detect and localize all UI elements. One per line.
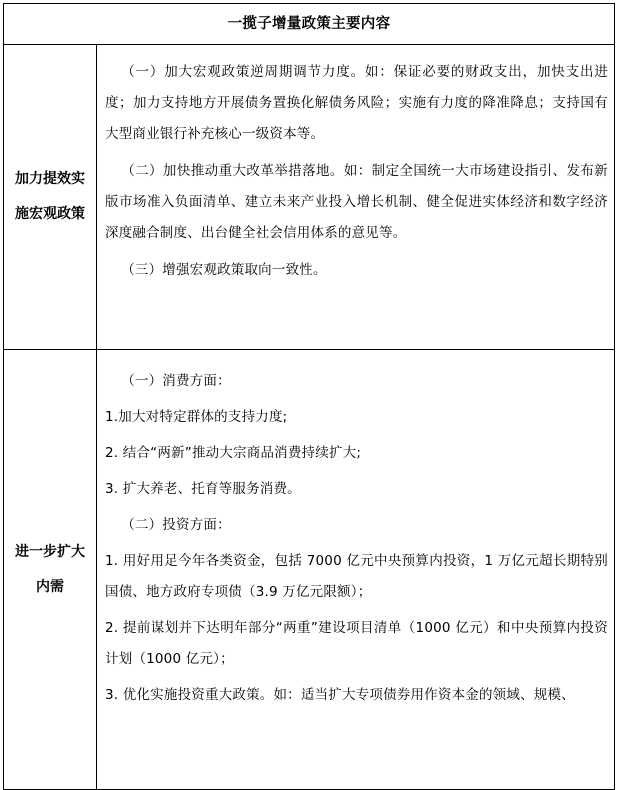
paragraph: （一）消费方面： [121, 373, 231, 389]
table-row [4, 45, 615, 350]
row-label-line: 施宏观政策 [15, 206, 85, 222]
table-title: 一揽子增量政策主要内容 [4, 4, 615, 45]
table-row [4, 350, 615, 790]
paragraph: 1. 用好用足今年各类资金，包括 7000 亿元中央预算内投资，1 万亿元超长期特别国债、地方政府专项债（3.9 万亿元限额）； [105, 553, 608, 600]
paragraph: （二）加快推动重大改革举措落地。如：制定全国统一大市场建设指引、发布新版市场准入负面清单、建立未来产业投入增长机制、健全促进实体经济和数字经济深度融合制度、出台健全社会信用体系的意见等。 [105, 163, 608, 241]
row-content [97, 45, 615, 350]
paragraph: 2. 提前谋划并下达明年部分“两重”建设项目清单（1000 亿元）和中央预算内投资计划（1000 亿元）； [105, 620, 608, 667]
paragraph: 2. 结合“两新”推动大宗商品消费持续扩大; [105, 445, 362, 461]
table-title-row [4, 4, 615, 45]
paragraph: （一）加大宏观政策逆周期调节力度。如：保证必要的财政支出，加快支出进度；加力支持地方开展债务置换化解债务风险；实施有力度的降准降息；支持国有大型商业银行补充核心一级资本等。 [105, 64, 608, 142]
paragraph: （二）投资方面： [121, 517, 231, 533]
row-label-line: 加力提效实 [15, 171, 85, 187]
row-label [4, 350, 97, 790]
paragraph: 3. 优化实施投资重大政策。如：适当扩大专项债券用作资本金的领域、规模、 [105, 687, 575, 703]
paragraph: 3. 扩大养老、托育等服务消费。 [105, 481, 301, 497]
row-label-line: 进一步扩大 [15, 543, 85, 560]
paragraph: 1.加大对特定群体的支持力度; [105, 409, 288, 425]
row-label [4, 45, 97, 350]
row-label-line: 内需 [36, 578, 64, 595]
policy-table [3, 3, 615, 790]
row-content [97, 350, 615, 790]
paragraph: （三）增强宏观政策取向一致性。 [121, 262, 327, 278]
